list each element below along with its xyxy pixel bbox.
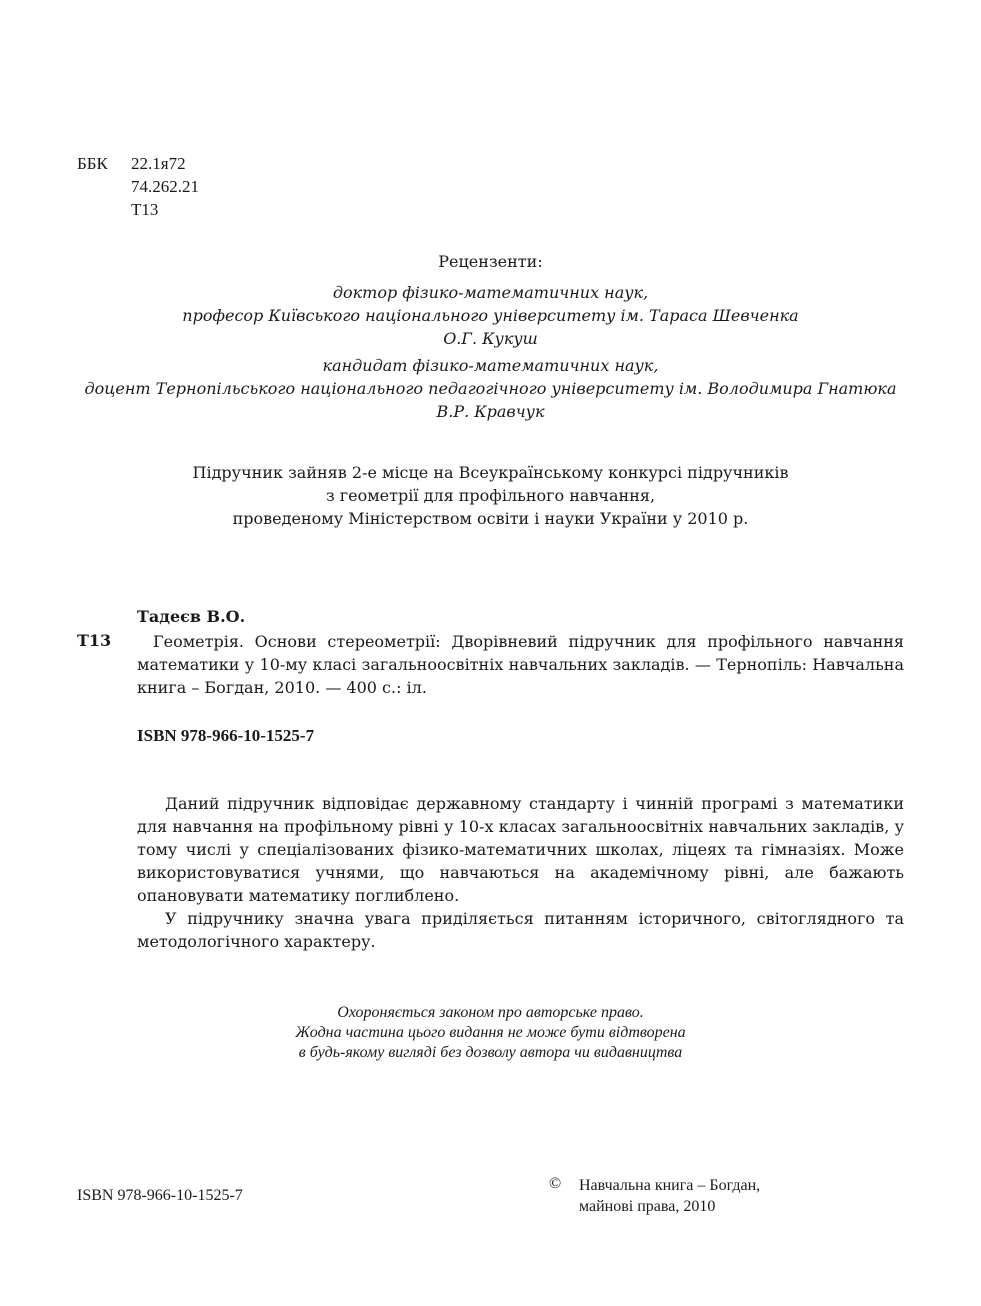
award-note <box>60 461 921 530</box>
reviewer-1 <box>60 281 921 350</box>
author-code: Т13 <box>77 631 112 650</box>
bbk-code: Т13 <box>131 200 159 219</box>
isbn-main: ISBN 978-966-10-1525-7 <box>137 726 315 745</box>
book-author: Тадеєв В.О. <box>137 607 246 626</box>
award-line: Підручник зайняв 2-е місце на Всеукраїнському конкурсі підручників <box>192 463 789 482</box>
copyright-line: Жодна частина цього видання не може бути відтворена <box>295 1024 686 1041</box>
annotation <box>137 792 904 953</box>
award-line: з геометрії для профільного навчання, <box>325 486 656 505</box>
publisher-rights <box>579 1175 760 1217</box>
reviewer-degree: доктор фізико-математичних наук, <box>332 283 649 302</box>
reviewer-name: В.Р. Кравчук <box>436 402 545 421</box>
annotation-paragraph: Даний підручник відповідає державному стандарту і чинній програмі з математики для навчання на профільному рівні у 10-х класах загальноосвітніх навчальних закладів, у тому числі у спеціалізованих фізико-математичних школах, ліцеях та гімназіях. Може використовуватися учнями, що навчаються на академічному рівні, але бажають опановувати математику поглиблено. <box>137 794 904 905</box>
copyright-notice <box>60 1003 921 1063</box>
copyright-line: в будь-якому вигляді без дозволу автора чи видавництва <box>298 1044 683 1061</box>
reviewers-title: Рецензенти: <box>438 252 543 271</box>
reviewer-2 <box>60 354 921 423</box>
reviewer-name: О.Г. Кукуш <box>443 329 538 348</box>
bbk-block <box>77 152 199 221</box>
reviewer-degree: кандидат фізико-математичних наук, <box>322 356 659 375</box>
publisher-line: майнові права, 2010 <box>579 1198 716 1215</box>
annotation-paragraph: У підручнику значна увага приділяється питанням історичного, світоглядного та методологічного характеру. <box>137 909 904 951</box>
bbk-row <box>77 198 199 221</box>
copyright-line: Охороняється законом про авторське право. <box>337 1004 644 1021</box>
bibliographic-description: Геометрія. Основи стереометрії: Дворівневий підручник для профільного навчання математики у 10-му класі загальноосвітніх навчальних закладів. — Тернопіль: Навчальна книга – Богдан, 2010. — 400 с.: іл. <box>137 632 904 697</box>
isbn-footer: ISBN 978-966-10-1525-7 <box>77 1187 243 1204</box>
bbk-code: 22.1я72 <box>131 154 186 173</box>
bbk-row <box>77 152 199 175</box>
copyright-icon: © <box>549 1175 562 1192</box>
publisher-line: Навчальна книга – Богдан, <box>579 1177 761 1194</box>
bbk-label: ББК <box>77 154 108 173</box>
reviewer-position: професор Київського національного університету ім. Тараса Шевченка <box>182 306 799 325</box>
reviewer-position: доцент Тернопільського національного педагогічного університету ім. Володимира Гнатюка <box>84 379 897 398</box>
bbk-code: 74.262.21 <box>131 177 199 196</box>
bbk-row <box>77 175 199 198</box>
award-line: проведеному Міністерством освіти і науки України у 2010 р. <box>232 509 749 528</box>
